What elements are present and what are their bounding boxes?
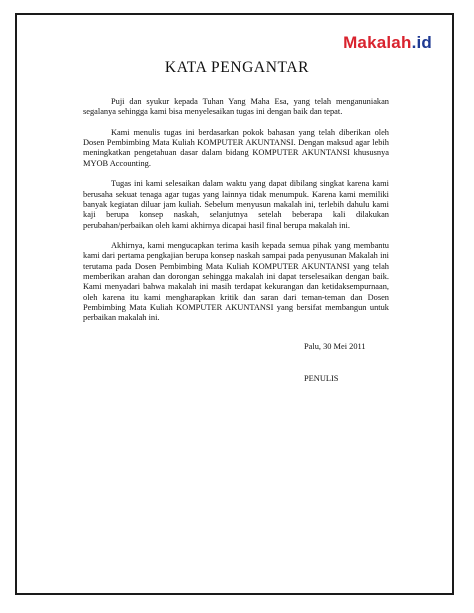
paragraph-4: Akhirnya, kami mengucapkan terima kasih kepada semua pihak yang membantu kami dari pertama pengkajian berupa konsep naskah sampai pada penyusunan Makalah ini terutama pada Dosen Pembimbing Mata Kuliah KOMPUTER AKUNTANSI yang telah memberikan arahan dan dorongan sehingga makalah ini dapat terselesaikan dengan baik. Kami menyadari bahwa makalah ini masih terdapat kekurangan dan ketidaksempurnaan, oleh karena itu kami mengharapkan kritik dan saran dari teman-teman dan Dosen Pembimbing Mata Kuliah KOMPUTER AKUNTANSI yang bersifat membangun untuk perbaikan makalah ini. [83, 241, 389, 323]
paragraph-1: Puji dan syukur kepada Tuhan Yang Maha Esa, yang telah menganuniakan segalanya sehingga kami bisa menyelesaikan tugas ini dengan baik dan tepat. [83, 97, 389, 117]
watermark-part-id: .id [411, 33, 432, 52]
page-title: KATA PENGANTAR [164, 59, 310, 76]
paragraph-3: Tugas ini kami selesaikan dalam waktu yang dapat dibilang singkat karena kami berusaha sekuat tenaga agar tugas yang lainnya tidak menumpuk. Karena kami memiliki banyak kegiatan diluar jam kuliah. Sebelum menyusun makalah ini, terlebih dahulu kami kaji berupa konsep naskah, selanjutnya setelah beberapa kali dilakukan perubahan/perbaikan oleh kami akhirnya dicapai hasil final berupa makalah ini. [83, 179, 389, 230]
watermark-part-makalah: Makalah [343, 33, 412, 52]
place-and-date: Palu, 30 Mei 2011 [304, 342, 366, 351]
paragraph-2: Kami menulis tugas ini berdasarkan pokok bahasan yang telah diberikan oleh Dosen Pembimbing Mata Kuliah KOMPUTER AKUNTANSI. Dengan maksud agar lebih meningkatkan pengetahuan dasar dalam bidang KOMPUTER AKUNTANSI khususnya MYOB Accounting. [83, 127, 389, 168]
body-text [83, 97, 389, 334]
author-signoff: PENULIS [304, 374, 339, 383]
makalah-id-watermark-logo [343, 33, 432, 53]
